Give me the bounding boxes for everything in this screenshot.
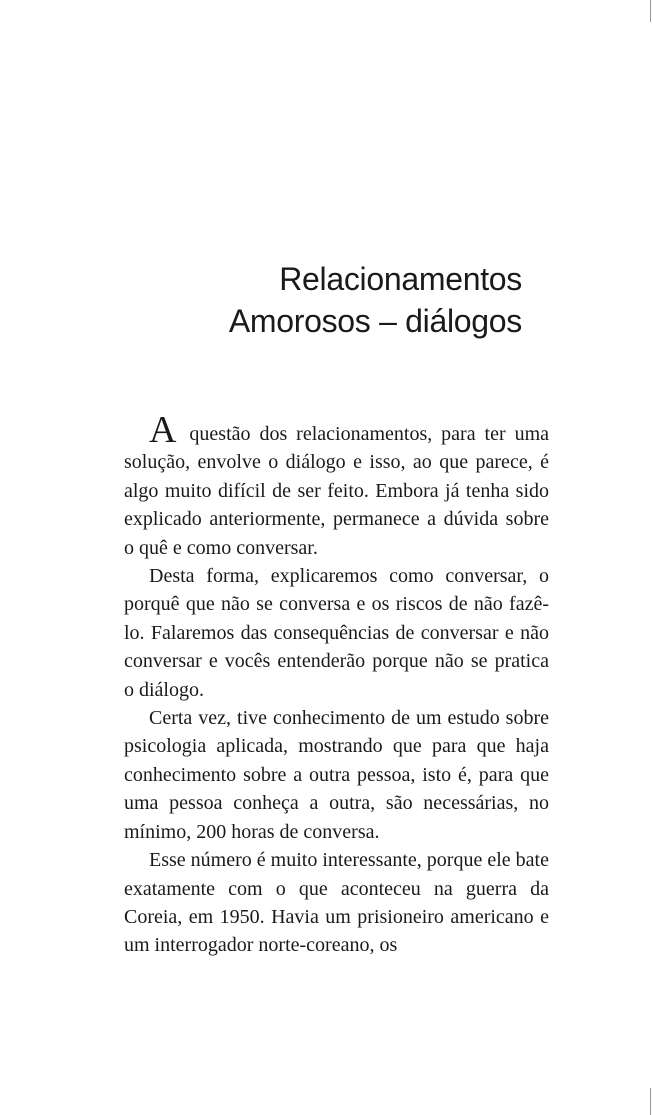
page-edge-mark-bottom (650, 1088, 651, 1115)
paragraph-1 (124, 409, 550, 562)
page-edge-mark-top (650, 0, 651, 22)
chapter-body (124, 409, 550, 960)
chapter-title-line-1: Relacionamentos (279, 261, 522, 297)
chapter-title (102, 258, 522, 342)
paragraph-3: Certa vez, tive conhecimento de um estudo sobre psicologia aplicada, mostrando que para que haja conhecimento sobre a outra pessoa, isto é, para que uma pessoa conheça a outra, são necessárias, no mínimo, 200 horas de conversa. (124, 707, 549, 843)
paragraph-1-text: questão dos relacionamentos, para ter uma solução, envolve o diálogo e isso, ao que parece, é algo muito difícil de ser feito. Embora já tenha sido explicado anteriormente, permanece a dúvida sobre o quê e como conversar. (124, 423, 550, 559)
paragraph-2: Desta forma, explicaremos como conversar, o porquê que não se conversa e os riscos de não fazê-lo. Falaremos das consequências de conversar e não conversar e vocês entenderão porque não se pratica o diálogo. (124, 565, 549, 701)
chapter-title-line-2: Amorosos – diálogos (228, 303, 522, 339)
initial-letter: A (149, 409, 177, 451)
paragraph-4: Esse número é muito interessante, porque ele bate exatamente com o que aconteceu na guerra da Coreia, em 1950. Havia um prisioneiro americano e um interrogador norte-coreano, os (124, 849, 549, 957)
